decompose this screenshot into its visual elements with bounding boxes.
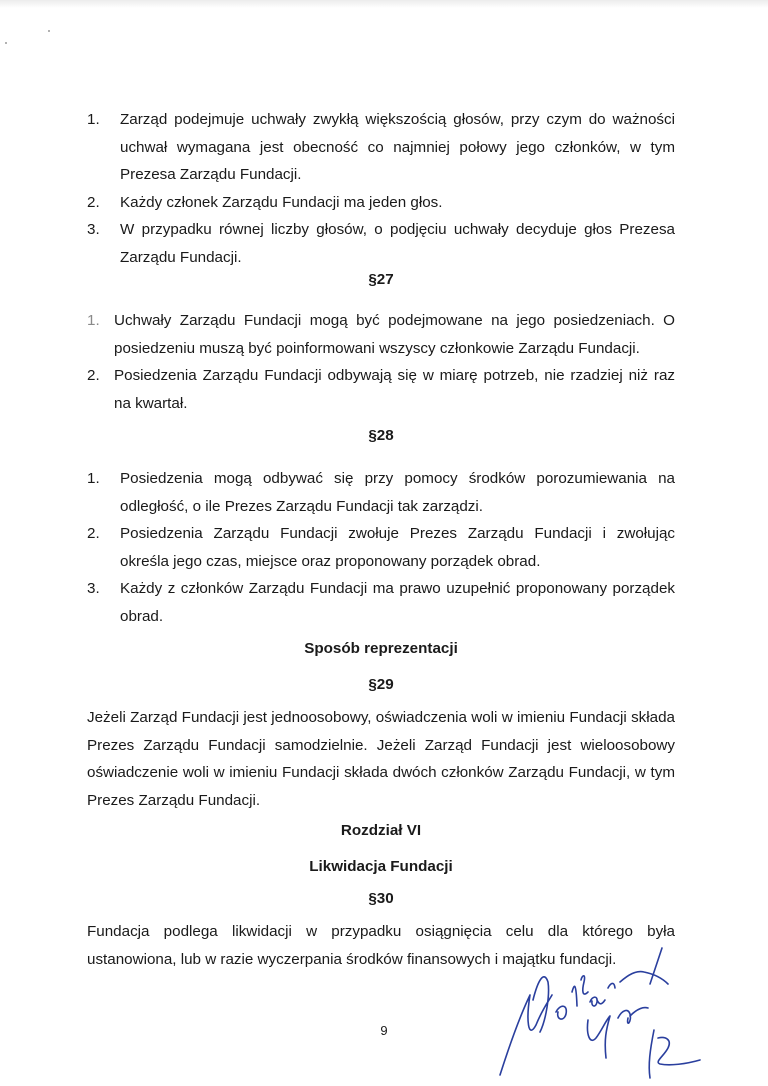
list-item [87,216,675,271]
section-heading-27: §27 [368,271,394,288]
scan-speck [5,42,7,44]
item-text: W przypadku równej liczby głosów, o podjęciu uchwały decyduje głos Prezesa Zarządu Fundacji. [120,221,675,266]
item-text: Każdy z członków Zarządu Fundacji ma prawo uzupełnić proponowany porządek obrad. [120,580,675,625]
chapter-title: Rozdział VI [340,822,422,839]
item-number: 1. [87,111,100,128]
section-27-list [87,307,675,417]
item-number: 1. [87,470,100,487]
section-title-representation: Sposób reprezentacji [304,640,458,657]
item-number: 1. [87,312,100,329]
section-28-list [87,465,675,630]
chapter-subtitle: Likwidacja Fundacji [309,858,453,875]
section-heading-28: §28 [368,427,394,444]
scan-edge [0,0,768,8]
item-number: 2. [87,525,100,542]
section-29-paragraph: Jeżeli Zarząd Fundacji jest jednoosobowy, oświadczenia woli w imieniu Fundacji składa Prezes Zarządu Fundacji samodzielnie. Jeżeli Zarząd Fundacji jest wieloosobowy oświadczenie woli w imieniu Fundacji składa dwóch członków Zarządu Fundacji, w tym Prezes Zarządu Fundacji. [87,709,675,809]
item-number: 2. [87,193,100,211]
item-number: 3. [87,221,100,238]
list-item [87,575,675,630]
item-text: Posiedzenia Zarządu Fundacji odbywają się w miarę potrzeb, nie rzadziej niż raz na kwartał. [114,367,675,412]
page-number: 9 [380,1023,388,1038]
section-heading-29: §29 [368,676,394,693]
list-item [87,106,675,189]
section-heading-30: §30 [368,890,394,907]
item-text: Posiedzenia Zarządu Fundacji zwołuje Prezes Zarządu Fundacji i zwołując określa jego czas, miejsce oraz proponowany porządek obrad. [120,525,675,570]
section-30-paragraph: Fundacja podlega likwidacji w przypadku osiągnięcia celu dla którego była ustanowiona, lub w razie wyczerpania środków finansowych i majątku fundacji. [87,923,675,968]
section-26-list [87,106,675,271]
list-item [87,465,675,520]
list-item [87,189,675,217]
item-text: Uchwały Zarządu Fundacji mogą być podejmowane na jego posiedzeniach. O posiedzeniu muszą być poinformowani wszyscy członkowie Zarządu Fundacji. [114,312,675,357]
list-item [87,362,675,417]
scan-speck [48,30,50,32]
item-number: 2. [87,367,100,384]
item-number: 3. [87,580,100,597]
list-item [87,307,675,362]
item-text: Każdy członek Zarządu Fundacji ma jeden głos. [120,193,443,211]
handwritten-signature [478,940,708,1080]
item-text: Posiedzenia mogą odbywać się przy pomocy środków porozumiewania na odległość, o ile Prezes Zarządu Fundacji tak zarządzi. [120,470,675,515]
list-item [87,520,675,575]
item-text: Zarząd podejmuje uchwały zwykłą większością głosów, przy czym do ważności uchwał wymagana jest obecność co najmniej połowy jego członków, w tym Prezesa Zarządu Fundacji. [120,111,675,183]
